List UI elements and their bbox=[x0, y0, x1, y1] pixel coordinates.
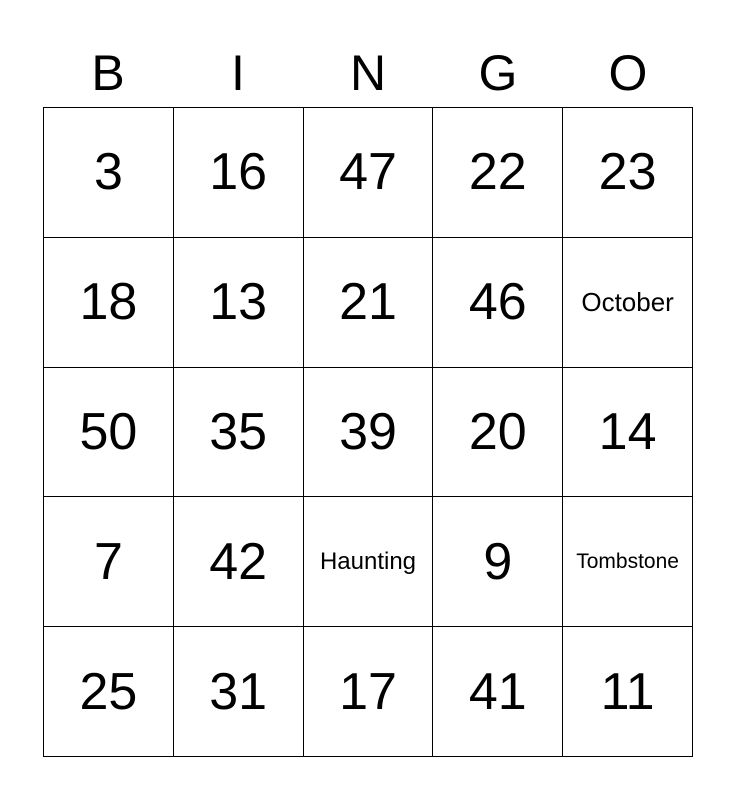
cell-value: 21 bbox=[339, 273, 397, 332]
bingo-cell[interactable] bbox=[44, 497, 174, 627]
cell-value: 17 bbox=[339, 662, 397, 721]
cell-value: Haunting bbox=[319, 547, 417, 575]
bingo-cell[interactable] bbox=[174, 497, 304, 627]
bingo-cell[interactable] bbox=[304, 627, 434, 757]
bingo-cell[interactable] bbox=[563, 108, 693, 238]
bingo-cell[interactable] bbox=[174, 368, 304, 498]
bingo-cell[interactable] bbox=[44, 368, 174, 498]
bingo-header bbox=[43, 40, 693, 106]
cell-value: 31 bbox=[209, 662, 268, 721]
bingo-cell[interactable] bbox=[433, 108, 563, 238]
cell-value: 22 bbox=[468, 143, 527, 202]
header-letter-g: G bbox=[478, 45, 518, 101]
bingo-cell[interactable] bbox=[433, 497, 563, 627]
bingo-cell[interactable] bbox=[44, 238, 174, 368]
cell-value: 47 bbox=[339, 143, 397, 202]
bingo-cell[interactable] bbox=[563, 368, 693, 498]
header-letter-o: O bbox=[608, 45, 648, 101]
cell-value: 35 bbox=[209, 402, 268, 461]
bingo-cell[interactable] bbox=[433, 238, 563, 368]
bingo-cell[interactable] bbox=[44, 108, 174, 238]
cell-value: 42 bbox=[209, 532, 268, 591]
cell-value: October bbox=[581, 287, 674, 318]
cell-value: 16 bbox=[209, 143, 268, 202]
cell-value: 14 bbox=[598, 402, 657, 461]
bingo-cell[interactable] bbox=[433, 368, 563, 498]
bingo-cell[interactable] bbox=[563, 238, 693, 368]
header-letter-n: N bbox=[349, 45, 387, 101]
bingo-cell[interactable] bbox=[174, 108, 304, 238]
cell-value: 39 bbox=[339, 402, 397, 461]
bingo-card bbox=[43, 107, 693, 757]
header-letter-i: I bbox=[231, 45, 245, 101]
cell-value: 3 bbox=[93, 143, 123, 202]
bingo-cell[interactable] bbox=[304, 238, 434, 368]
cell-value: 23 bbox=[598, 143, 657, 202]
bingo-cell[interactable] bbox=[304, 108, 434, 238]
bingo-cell[interactable] bbox=[433, 627, 563, 757]
header-letter-b: B bbox=[91, 45, 125, 101]
cell-value: 46 bbox=[468, 273, 527, 332]
bingo-cell[interactable] bbox=[563, 627, 693, 757]
bingo-cell[interactable] bbox=[174, 627, 304, 757]
cell-value: 9 bbox=[483, 532, 513, 591]
bingo-cell[interactable] bbox=[44, 627, 174, 757]
cell-value: 18 bbox=[79, 273, 138, 332]
cell-value: 41 bbox=[468, 662, 527, 721]
bingo-cell[interactable] bbox=[304, 497, 434, 627]
cell-value: 25 bbox=[79, 662, 138, 721]
bingo-cell[interactable] bbox=[174, 238, 304, 368]
bingo-cell[interactable] bbox=[304, 368, 434, 498]
cell-value: 7 bbox=[93, 532, 123, 591]
cell-value: 50 bbox=[79, 402, 138, 461]
cell-value: Tombstone bbox=[576, 550, 679, 574]
cell-value: 11 bbox=[600, 662, 655, 721]
cell-value: 20 bbox=[468, 402, 527, 461]
cell-value: 13 bbox=[209, 273, 268, 332]
bingo-cell[interactable] bbox=[563, 497, 693, 627]
